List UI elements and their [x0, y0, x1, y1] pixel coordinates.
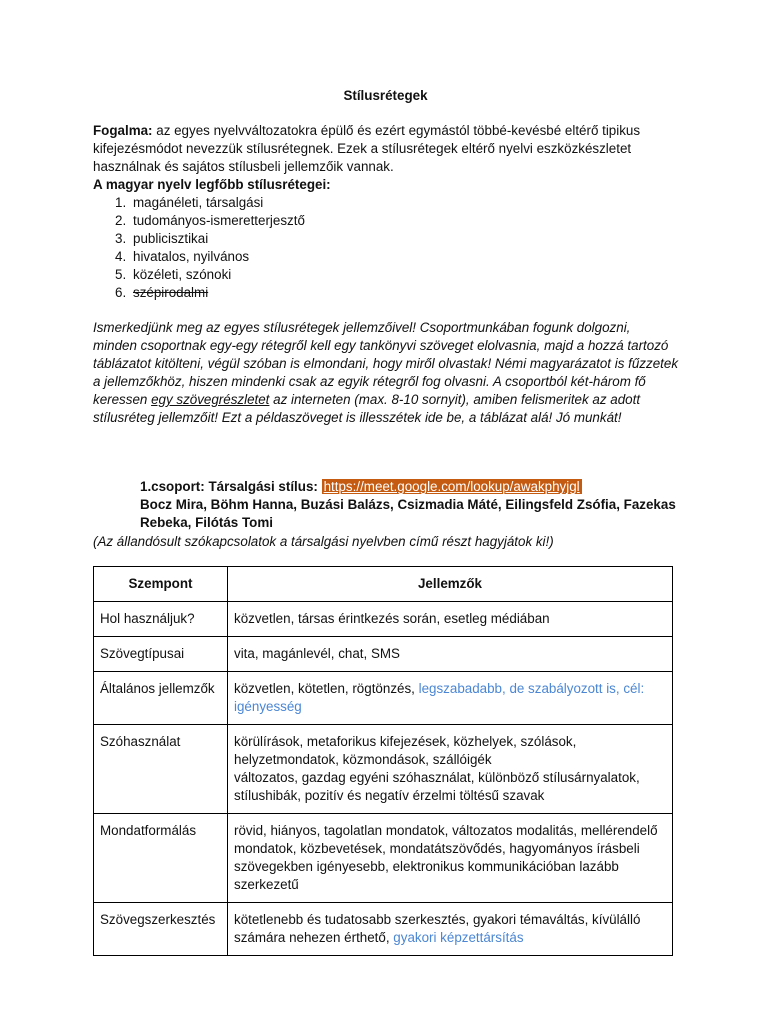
aspect-cell: Szövegtípusai — [94, 637, 228, 672]
group-block — [140, 478, 680, 532]
table-row — [94, 903, 673, 956]
highlighted-text: legszabadabb, de szabályozott is, cél: igényesség — [234, 681, 645, 714]
group-label: 1.csoport: Társalgási stílus: — [140, 479, 318, 494]
value-cell: körülírások, metaforikus kifejezések, közhelyek, szólások, helyzetmondatok, közmondások, szállóigék változatos, gazdag egyéni szóhasználat, különböző stílusárnyalatok, stílushibák, pozitív és negatív érzelmi töltésű szavak — [228, 725, 673, 814]
list-item: 5. közéleti, szónoki — [115, 267, 232, 282]
layers-list — [93, 194, 678, 302]
table-row — [94, 672, 673, 725]
group-heading — [140, 478, 680, 496]
intro-paragraph: Ismerkedjünk meg az egyes stílusrétegek jellemzőivel! Csoportmunkában fogunk dolgozni, minden csoportnak egy-egy rétegről kell egy tankönyvi szöveget elolvasnia, majd a hozzá tartozó táblázatot kitölteni, végül szóban is elmondani, hogy miről olvastak! Némi magyarázatot is fűzzetek a jellemzőkhöz, hiszen mindenki csak az egyik rétegről fog olvasni. A csoportból két-három fő keressen egy szövegrészletet az interneten (max. 8-10 sornyit), amiben felismeritek az adott stílusréteg jellemzőit! Ezt a példaszöveget is illesszétek ide be, a táblázat alá! Jó munkát! — [93, 320, 679, 425]
layers-heading: A magyar nyelv legfőbb stílusrétegei: — [93, 177, 331, 192]
value-cell: vita, magánlevél, chat, SMS — [228, 637, 673, 672]
traits-table — [93, 566, 673, 956]
table-row — [94, 725, 673, 814]
aspect-cell: Mondatformálás — [94, 814, 228, 903]
value-cell: kötetlenebb és tudatosabb szerkesztés, gyakori témaváltás, kívülálló számára nehezen érthető, gyakori képzettársítás — [228, 903, 673, 956]
value-cell: közvetlen, kötetlen, rögtönzés, legszabadabb, de szabályozott is, cél: igényesség — [228, 672, 673, 725]
header-traits: Jellemzők — [228, 567, 673, 602]
list-item: 3. publicisztikai — [115, 231, 209, 246]
table-row — [94, 814, 673, 903]
aspect-cell: Hol használjuk? — [94, 602, 228, 637]
meet-link[interactable]: https://meet.google.com/lookup/awakphyjgl — [323, 479, 580, 494]
aspect-cell: Szóhasználat — [94, 725, 228, 814]
definition-paragraph — [93, 122, 678, 176]
definition-block — [93, 122, 678, 302]
underlined-phrase: egy szövegrészletet — [151, 392, 270, 407]
list-item: 4. hivatalos, nyilvános — [115, 249, 250, 264]
group-members: Bocz Mira, Böhm Hanna, Buzási Balázs, Csizmadia Máté, Eilingsfeld Zsófia, Fazekas Rebeka, Filótás Tomi — [140, 497, 676, 530]
list-item: 2. tudományos-ismeretterjesztő — [115, 213, 305, 228]
table-row — [94, 637, 673, 672]
highlighted-text: gyakori képzettársítás — [393, 930, 524, 945]
table-header-row — [94, 567, 673, 602]
definition-text: az egyes nyelvváltozatokra épülő és ezért egymástól többé-kevésbé eltérő tipikus kifejezésmódot nevezzük stílusrétegnek. Ezek a stílusrétegek eltérő nyelvi eszközkészletet használnak és sajátos stílusbeli jellemzőik vannak. — [93, 123, 641, 174]
list-item-struck: 6. szépirodalmi — [115, 285, 209, 300]
aspect-cell: Általános jellemzők — [94, 672, 228, 725]
note-text: (Az állandósult szókapcsolatok a társalgási nyelvben című részt hagyjátok ki!) — [93, 534, 554, 549]
header-aspect: Szempont — [94, 567, 228, 602]
table-row — [94, 602, 673, 637]
definition-label: Fogalma: — [93, 123, 153, 138]
value-cell: rövid, hiányos, tagolatlan mondatok, változatos modalitás, mellérendelő mondatok, közbevetések, mondatátszövődés, hagyományos írásbeli szövegekben igényesebb, elektronikus kommunikációban lazább szerkezetű — [228, 814, 673, 903]
page-title: Stílusrétegek — [343, 88, 428, 103]
list-item: 1. magánéleti, társalgási — [115, 195, 264, 210]
aspect-cell: Szövegszerkesztés — [94, 903, 228, 956]
value-cell: közvetlen, társas érintkezés során, esetleg médiában — [228, 602, 673, 637]
